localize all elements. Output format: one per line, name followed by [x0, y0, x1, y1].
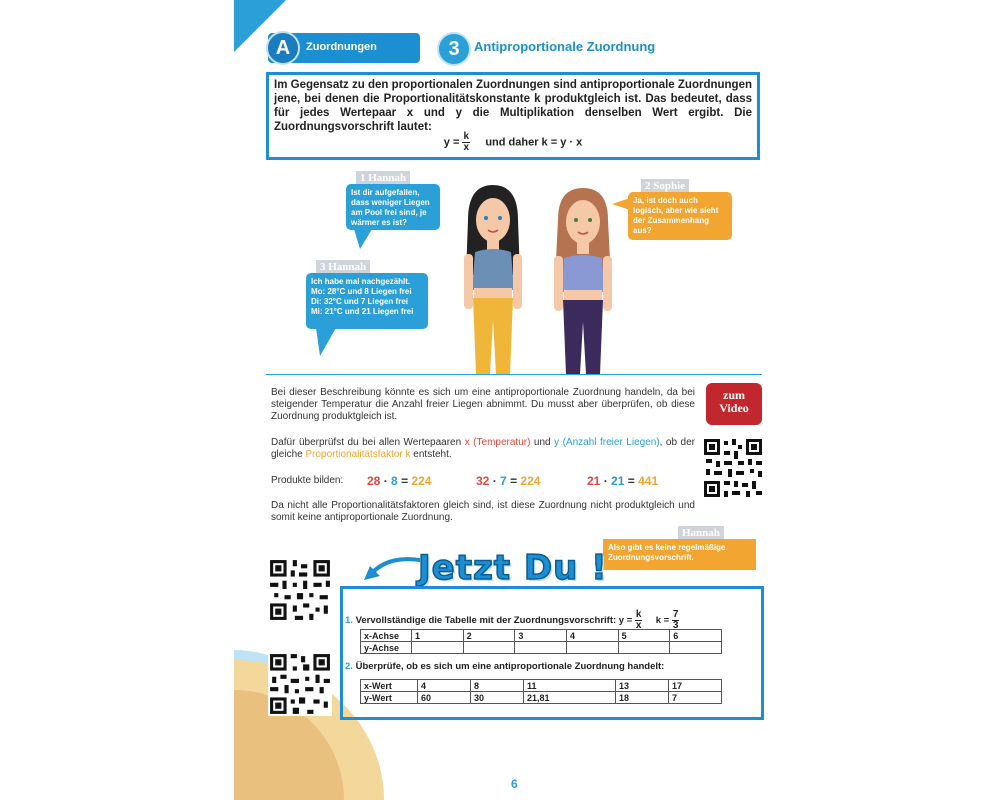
product-1: 28 · 8 = 224 — [367, 474, 432, 488]
section-number: 3 — [437, 32, 471, 66]
task-1 — [345, 610, 679, 631]
section-separator — [266, 374, 762, 375]
task-2-number: 2. — [345, 661, 353, 672]
table-cell: 13 — [615, 680, 668, 692]
task-1-fraction-den: x — [635, 620, 642, 631]
task-1-k-den: 3 — [672, 620, 679, 631]
table-row — [361, 630, 722, 642]
product-3: 21 · 21 = 441 — [587, 474, 659, 488]
task-1-k-fraction — [672, 610, 680, 631]
table-cell: 4 — [566, 630, 618, 642]
table-cell: 21,81 — [524, 692, 616, 704]
table-cell-input[interactable] — [618, 642, 670, 654]
table-cell: 3 — [515, 630, 567, 642]
table-row — [361, 642, 722, 654]
video-button-line1: zum — [723, 388, 745, 402]
explanation-p3: Da nicht alle Proportionalitätsfaktoren gleich sind, ist diese Zuordnung nicht produktgleich und somit keine antiproportionale Zuordnung. — [271, 500, 695, 523]
table-cell: 18 — [615, 692, 668, 704]
formula-denominator: x — [463, 142, 470, 153]
row-label: x-Wert — [361, 680, 418, 692]
hannah3-line3: Di: 32°C und 7 Liegen frei — [311, 297, 408, 306]
p2-part-b: und — [530, 437, 555, 448]
product-2-result: 224 — [520, 474, 541, 488]
product-1-result: 224 — [411, 474, 432, 488]
table-row — [361, 692, 722, 704]
table-cell-input[interactable] — [412, 642, 464, 654]
video-button[interactable] — [706, 383, 762, 425]
task-1-fraction-num: k — [635, 609, 642, 620]
table-cell-input[interactable] — [566, 642, 618, 654]
table-row — [361, 680, 722, 692]
explanation-p2 — [271, 437, 695, 461]
hannah4-name: Hannah — [678, 526, 724, 540]
arrow-left-icon — [362, 556, 422, 586]
hannah3-line2: Mo: 28°C und 8 Liegen frei — [311, 287, 412, 296]
formula-rhs: und daher k = y · x — [485, 136, 583, 149]
products-label: Produkte bilden: — [271, 475, 344, 486]
table-cell: 60 — [418, 692, 471, 704]
task-2-table — [360, 679, 722, 704]
qr-code-icon[interactable] — [268, 558, 332, 622]
product-1-b: 8 — [391, 474, 398, 488]
chapter-letter: A — [266, 31, 300, 65]
task-1-text: Vervollständige die Tabelle mit der Zuordnungsvorschrift: y = — [355, 615, 633, 627]
section-title: Antiproportionale Zuordnung — [474, 39, 656, 54]
row-label: x-Achse — [361, 630, 412, 642]
hannah-figure — [464, 185, 522, 374]
product-3-result: 441 — [638, 474, 659, 488]
hannah3-bubble — [306, 273, 428, 329]
product-2-b: 7 — [500, 474, 507, 488]
row-label: y-Wert — [361, 692, 418, 704]
formula-fraction — [462, 132, 470, 153]
p2-part-d: entsteht. — [410, 449, 452, 460]
task-2-text: Überprüfe, ob es sich um eine antiproportionale Zuordnung handelt: — [355, 661, 665, 672]
table-cell: 17 — [668, 680, 721, 692]
table-cell-input[interactable] — [463, 642, 515, 654]
row-label: y-Achse — [361, 642, 412, 654]
table-cell: 4 — [418, 680, 471, 692]
table-cell-input[interactable] — [670, 642, 722, 654]
hannah3-name: 3 Hannah — [316, 260, 370, 274]
qr-code-icon[interactable] — [268, 652, 332, 716]
table-cell: 2 — [463, 630, 515, 642]
p2-x-term: x (Temperatur) — [464, 437, 531, 448]
chapter-label: Zuordnungen — [306, 41, 377, 53]
hannah1-text: Ist dir aufgefallen, dass weniger Liegen am Pool frei sind, je wärmer es ist? — [351, 188, 430, 227]
qr-code-icon[interactable] — [702, 437, 764, 499]
hannah4-bubble — [603, 539, 756, 570]
sophie2-name: 2 Sophie — [641, 179, 689, 193]
hannah1-bubble — [346, 184, 440, 230]
p2-k-term: Proportionalitätsfaktor k — [305, 449, 411, 460]
video-button-line2: Video — [719, 401, 749, 415]
product-3-b: 21 — [611, 474, 625, 488]
p2-y-term: y (Anzahl freier Liegen) — [554, 437, 660, 448]
table-cell: 30 — [471, 692, 524, 704]
hannah1-tail — [354, 229, 372, 249]
definition-text: Im Gegensatz zu den proportionalen Zuordnungen sind antiproportionale Zuordnungen jene, bei denen die Proportionalitätskonstante k produktgleich ist. Das bedeutet, dass für jedes Wertepaar x und y die Multiplikation denselben Wert ergibt. Die Zuordnungsvorschrift lautet: — [274, 79, 752, 133]
formula-numerator: k — [463, 131, 470, 142]
sophie2-text: Ja, ist doch auch logisch, aber wie sieht der Zusammenhang aus? — [633, 196, 719, 235]
hannah3-line1: Ich habe mal nachgezählt. — [311, 277, 411, 286]
hannah3-tail — [316, 328, 336, 356]
explanation-p1: Bei dieser Beschreibung könnte es sich um eine antiproportionale Zuordnung handeln, da bei steigender Temperatur die Anzahl freier Liegen abnimmt. Du musst aber überprüfen, ob diese Zuordnung produktgleich ist. — [271, 387, 695, 422]
table-cell: 1 — [412, 630, 464, 642]
characters-illustration — [448, 180, 628, 374]
definition-formula — [266, 132, 760, 153]
page-number: 6 — [511, 777, 518, 791]
product-1-a: 28 — [367, 474, 381, 488]
table-cell: 7 — [668, 692, 721, 704]
hannah3-line4: Mi: 21°C und 21 Liegen frei — [311, 307, 414, 316]
table-cell: 11 — [524, 680, 616, 692]
table-cell: 5 — [618, 630, 670, 642]
jetzt-du-heading: Jetzt Du ! — [418, 548, 608, 588]
formula-lhs: y = — [443, 136, 460, 149]
p2-part-a: Dafür überprüfst du bei allen Wertepaaren — [271, 437, 465, 448]
hannah1-name: 1 Hannah — [356, 171, 410, 185]
task-2 — [345, 661, 664, 672]
sophie2-tail — [612, 198, 630, 210]
task-1-k-num: 7 — [672, 609, 679, 620]
table-cell-input[interactable] — [515, 642, 567, 654]
task-1-fraction — [635, 610, 643, 631]
hannah4-text: Also gibt es keine regelmäßige Zuordnungsvorschrift. — [608, 543, 726, 562]
product-3-a: 21 — [587, 474, 601, 488]
product-2: 32 · 7 = 224 — [476, 474, 541, 488]
task-1-number: 1. — [345, 615, 353, 627]
table-cell: 6 — [670, 630, 722, 642]
task-1-table — [360, 629, 722, 654]
task-1-k-label: k = — [655, 615, 670, 627]
sophie2-bubble — [628, 192, 732, 240]
table-cell: 8 — [471, 680, 524, 692]
product-2-a: 32 — [476, 474, 490, 488]
p2-part-c: , ob der gleiche — [271, 437, 696, 460]
sophie-figure — [554, 188, 612, 374]
